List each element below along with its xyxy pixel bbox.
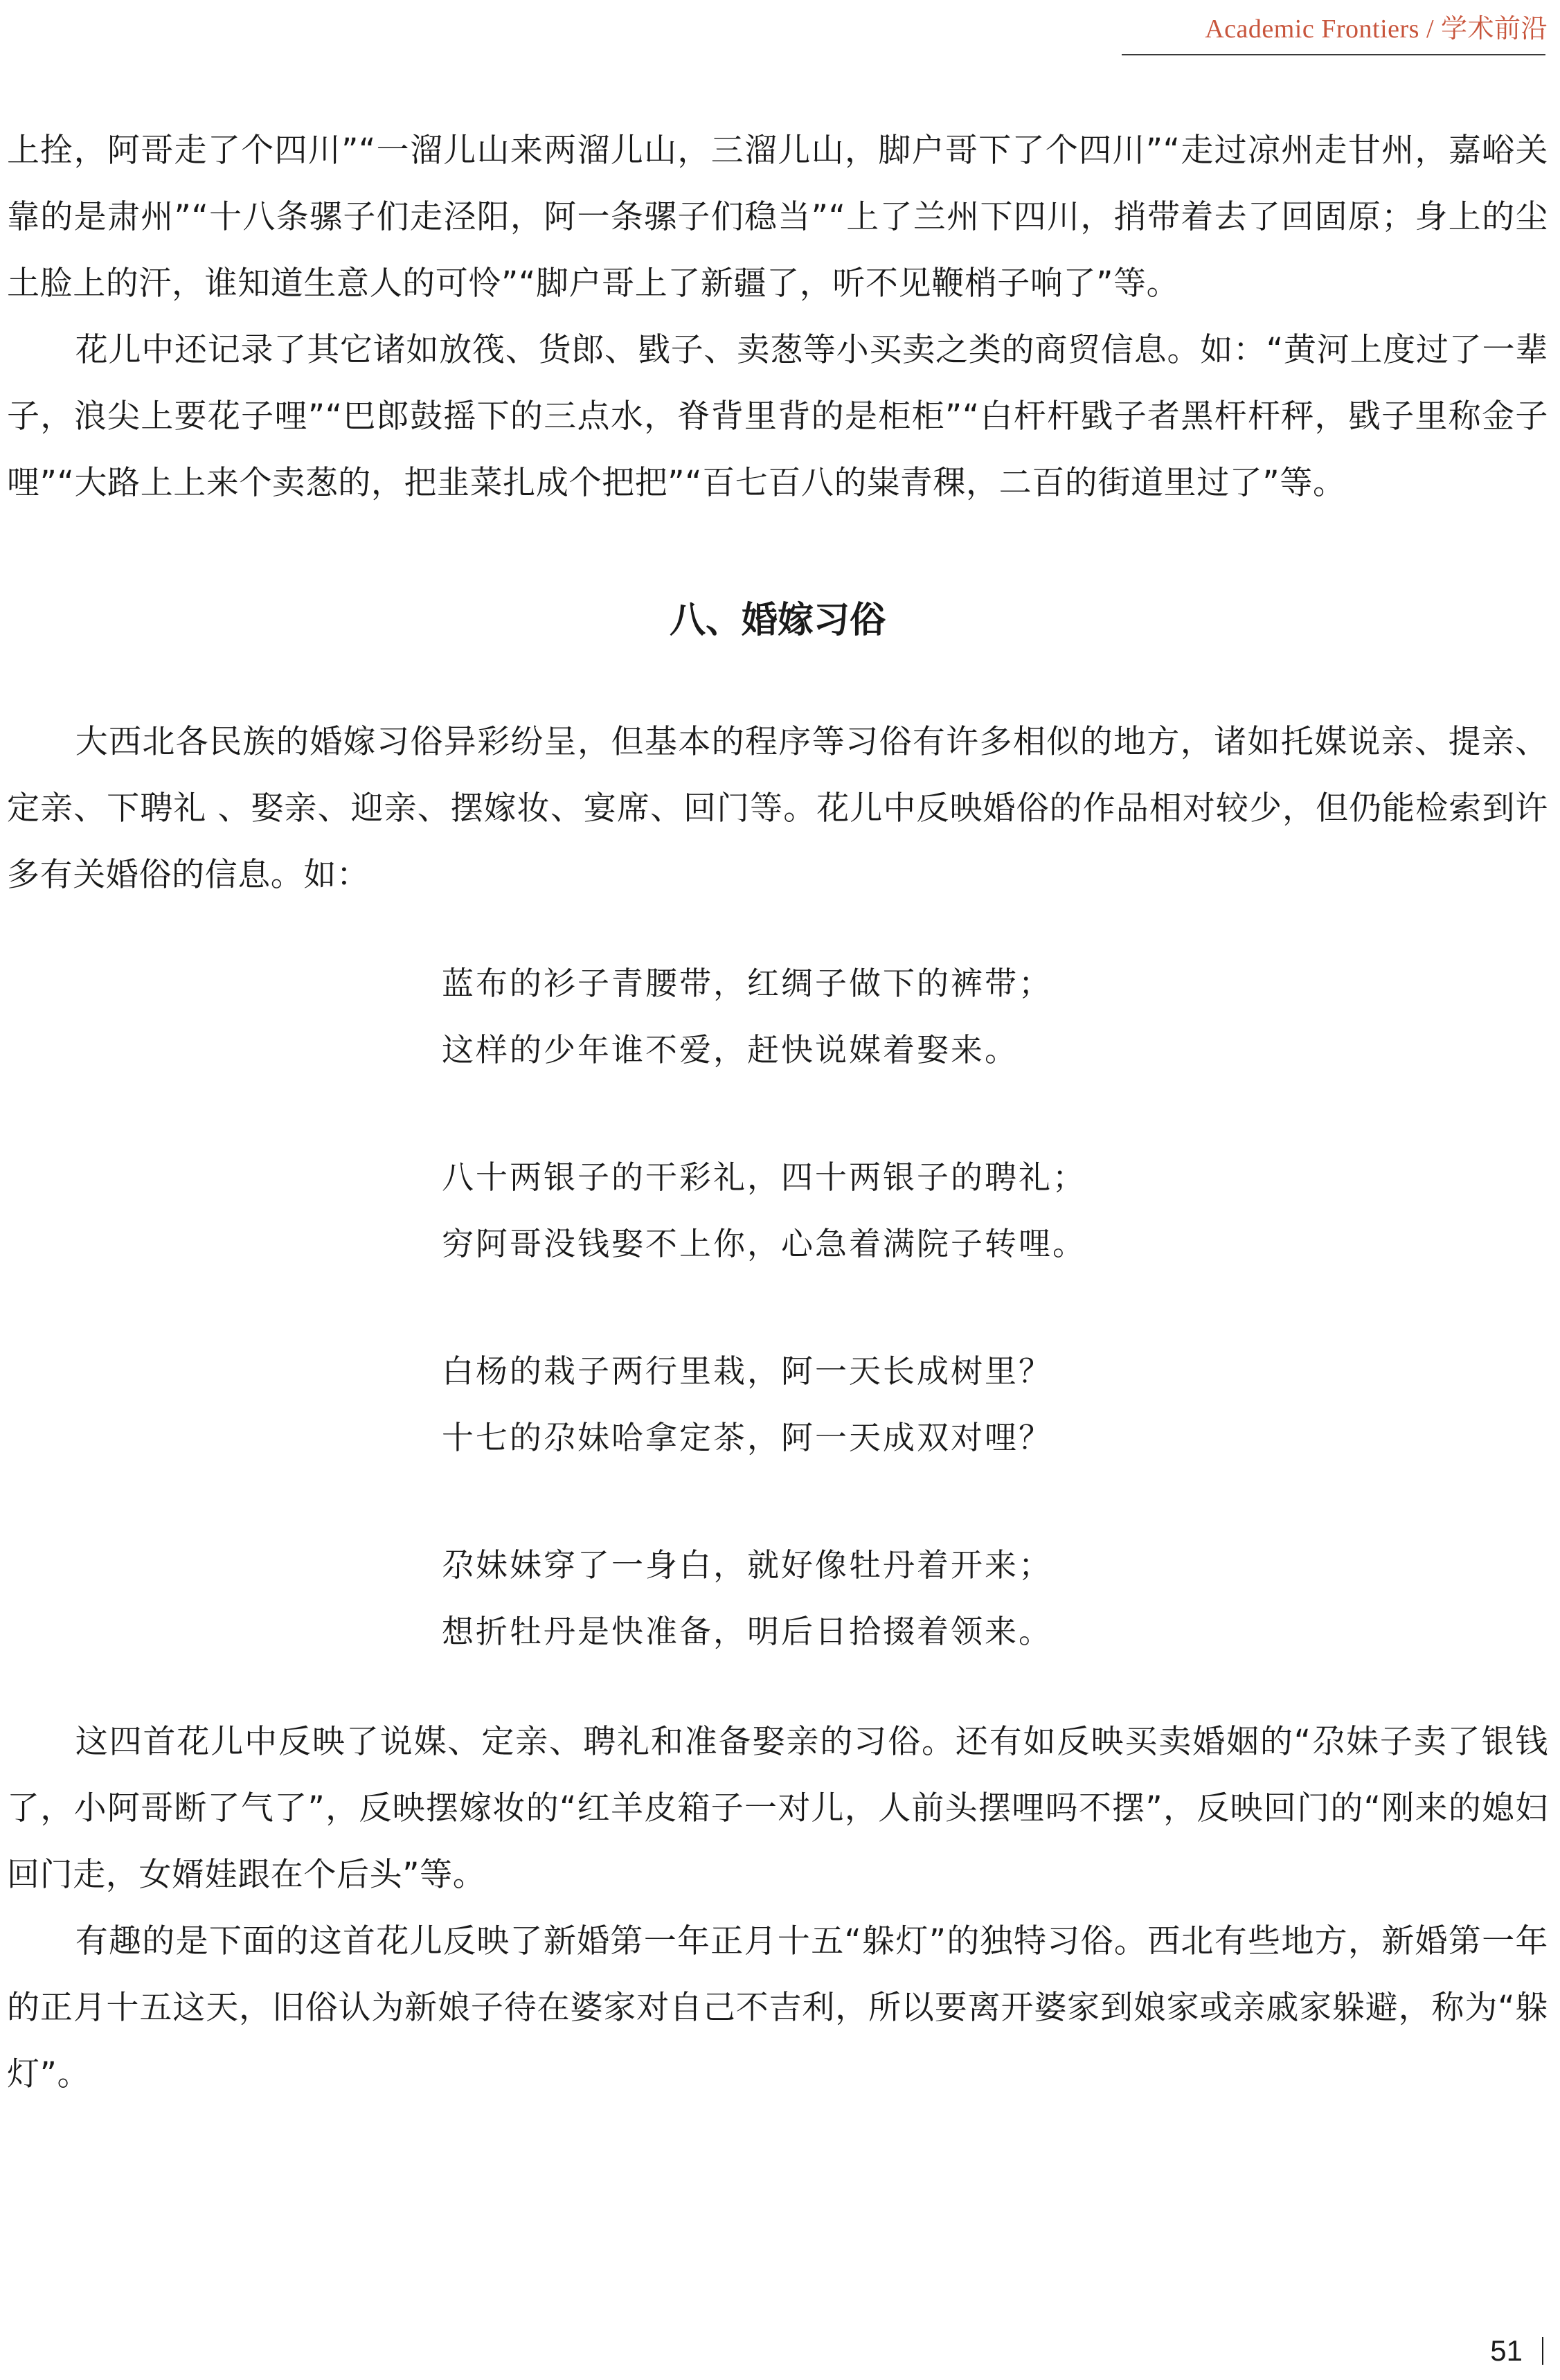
footer-divider	[1542, 2337, 1543, 2365]
paragraph-intro: 大西北各民族的婚嫁习俗异彩纷呈，但基本的程序等习俗有许多相似的地方，诸如托媒说亲、提亲、定亲、下聘礼 、娶亲、迎亲、摆嫁妆、宴席、回门等。花儿中反映婚俗的作品相对较少，但仍能检索到许多有关婚俗的信息。如：	[7, 723, 1548, 894]
paragraph-continued: 上拴，阿哥走了个四川”“一溜儿山来两溜儿山，三溜儿山，脚户哥下了个四川”“走过凉州走甘州，嘉峪关靠的是肃州”“十八条骡子们走泾阳，阿一条骡子们稳当”“上了兰州下四川，捎带着去了回固原；身上的尘土脸上的汗，谁知道生意人的可怜”“脚户哥上了新疆了，听不见鞭梢子响了”等。	[7, 132, 1548, 303]
header-rule	[1122, 54, 1545, 55]
poem-line: 想折牡丹是快准备，明后日拾掇着领来。	[442, 1613, 1052, 1650]
poem-line: 十七的尕妹哈拿定茶，阿一天成双对哩？	[442, 1419, 1052, 1456]
section-title: 八、婚嫁习俗	[669, 600, 886, 641]
running-title: Academic Frontiers / 学术前沿	[1205, 15, 1548, 44]
page-number: 51	[1490, 2334, 1523, 2367]
page-footer	[1490, 2334, 1543, 2368]
poem-stanza	[442, 1338, 1548, 1471]
poem-line: 八十两银子的干彩礼，四十两银子的聘礼；	[442, 1158, 1086, 1196]
article-body	[7, 118, 1548, 2108]
poem-line: 蓝布的衫子青腰带，红绸子做下的裤带；	[442, 965, 1052, 1002]
poem-stanza	[442, 950, 1548, 1083]
paragraph-duodeng: 有趣的是下面的这首花儿反映了新婚第一年正月十五“躲灯”的独特习俗。西北有些地方，新婚第一年的正月十五这天，旧俗认为新娘子待在婆家对自己不吉利，所以要离开婆家到娘家或亲戚家躲避，称为“躲灯”。	[7, 1922, 1548, 2093]
poem-block	[7, 950, 1548, 1665]
poem-line: 白杨的栽子两行里栽，阿一天长成树里？	[442, 1352, 1052, 1390]
running-header	[1205, 7, 1548, 45]
paragraph-trade-info: 花儿中还记录了其它诸如放筏、货郎、戥子、卖葱等小买卖之类的商贸信息。如：“黄河上度过了一辈子，浪尖上要花子哩”“巴郎鼓摇下的三点水，脊背里背的是柜柜”“白杆杆戥子者黑杆杆秤，戥子里称金子哩”“大路上上来个卖葱的，把韭菜扎成个把把”“百七百八的粜青稞，二百的街道里过了”等。	[7, 331, 1548, 502]
poem-line: 穷阿哥没钱娶不上你，心急着满院子转哩。	[442, 1225, 1086, 1262]
paragraph-customs-summary: 这四首花儿中反映了说媒、定亲、聘礼和准备娶亲的习俗。还有如反映买卖婚姻的“尕妹子卖了银钱了，小阿哥断了气了”，反映摆嫁妆的“红羊皮箱子一对儿，人前头摆哩吗不摆”，反映回门的“刚来的媳妇回门走，女婿娃跟在个后头”等。	[7, 1723, 1548, 1894]
poem-line: 尕妹妹穿了一身白，就好像牡丹着开来；	[442, 1546, 1052, 1584]
poem-line: 这样的少年谁不爱，赶快说媒着娶来。	[442, 1031, 1019, 1068]
poem-stanza	[442, 1532, 1548, 1665]
poem-stanza	[442, 1144, 1548, 1277]
